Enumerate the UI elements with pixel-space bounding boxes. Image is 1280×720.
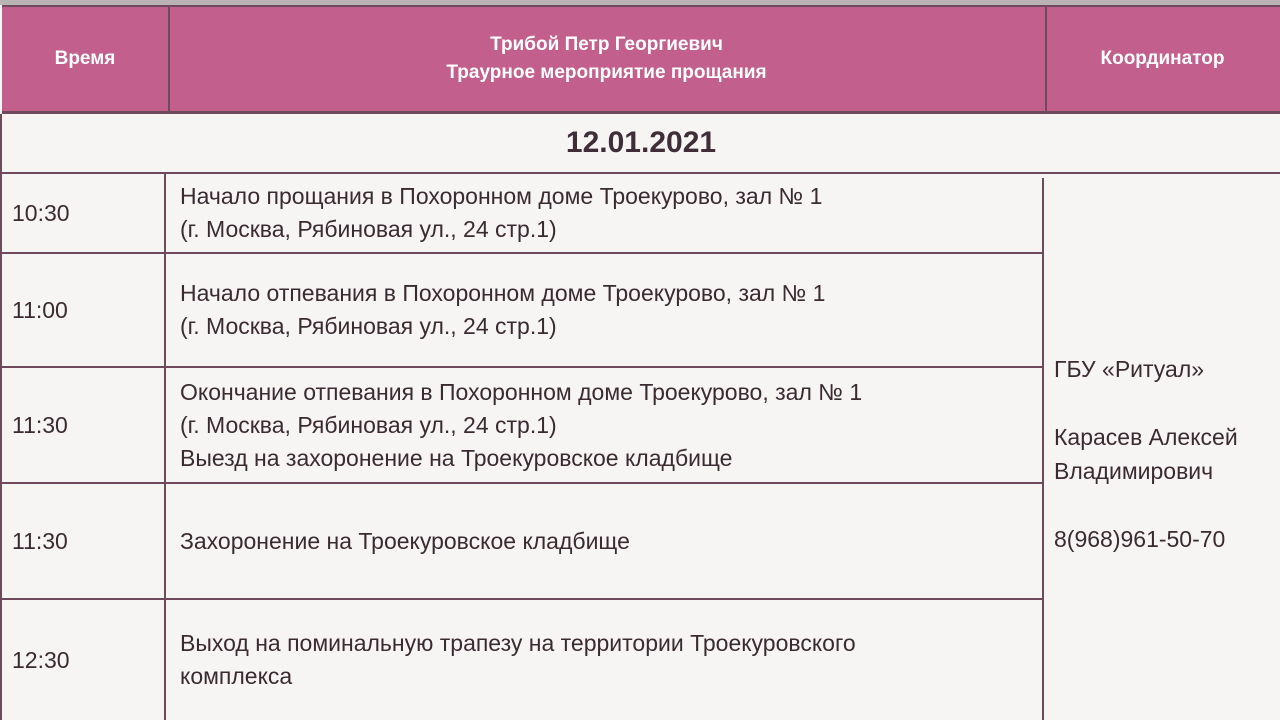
event-date: 12.01.2021: [565, 126, 717, 159]
table-row: [2, 174, 1042, 254]
table-row: [2, 600, 1042, 720]
table-row: [2, 368, 1042, 484]
header-time-label: Время: [54, 48, 116, 69]
table-row: [2, 254, 1042, 368]
row-time-text: 11:30: [12, 527, 68, 554]
row-line: Захоронение на Троекуровское кладбище: [180, 527, 630, 554]
table-header: [2, 5, 1280, 114]
date-row: [2, 114, 1280, 174]
coordinator-phone: 8(968)961-50-70: [1054, 526, 1226, 552]
row-time-text: 11:00: [12, 296, 68, 323]
header-time: [2, 7, 170, 111]
row-line: (г. Москва, Рябиновая ул., 24 стр.1): [180, 411, 557, 438]
row-time: [2, 254, 166, 366]
row-time-text: 10:30: [12, 199, 70, 226]
row-time-text: 11:30: [12, 411, 68, 438]
coordinator-name-line1: Карасев Алексей: [1054, 424, 1238, 450]
coordinator-column: [1042, 178, 1280, 720]
row-time: [2, 174, 166, 252]
spacer: [1054, 488, 1280, 522]
row-description: [166, 600, 1042, 720]
row-line: (г. Москва, Рябиновая ул., 24 стр.1): [180, 216, 557, 242]
row-time: [2, 600, 166, 720]
row-description: [166, 484, 1042, 598]
spacer: [1054, 386, 1280, 420]
row-description: [166, 254, 1042, 366]
row-time: [2, 368, 166, 482]
row-line: Начало отпевания в Похоронном доме Троекурово, зал № 1: [180, 280, 826, 306]
header-coordinator: [1045, 7, 1280, 111]
row-description: [166, 368, 1042, 482]
row-description: [166, 174, 1042, 252]
row-line: Окончание отпевания в Похоронном доме Троекурово, зал № 1: [180, 378, 863, 405]
coordinator-org: ГБУ «Ритуал»: [1054, 356, 1205, 382]
row-time: [2, 484, 166, 598]
row-line: Выход на поминальную трапезу на территории Троекуровского: [180, 630, 856, 656]
table-row: [2, 484, 1042, 600]
row-line: Начало прощания в Похоронном доме Троекурово, зал № 1: [180, 183, 823, 209]
row-line: Выезд на захоронение на Троекуровское кладбище: [180, 444, 733, 471]
header-coordinator-label: Координатор: [1100, 48, 1225, 69]
coordinator-name-line2: Владимирович: [1054, 458, 1214, 484]
header-title-line2: Траурное мероприятие прощания: [446, 62, 767, 83]
row-time-text: 12:30: [12, 646, 70, 673]
header-title-line1: Трибой Петр Георгиевич: [490, 34, 723, 55]
row-line: комплекса: [180, 663, 293, 689]
row-line: (г. Москва, Рябиновая ул., 24 стр.1): [180, 313, 557, 339]
header-title: [168, 7, 1047, 111]
